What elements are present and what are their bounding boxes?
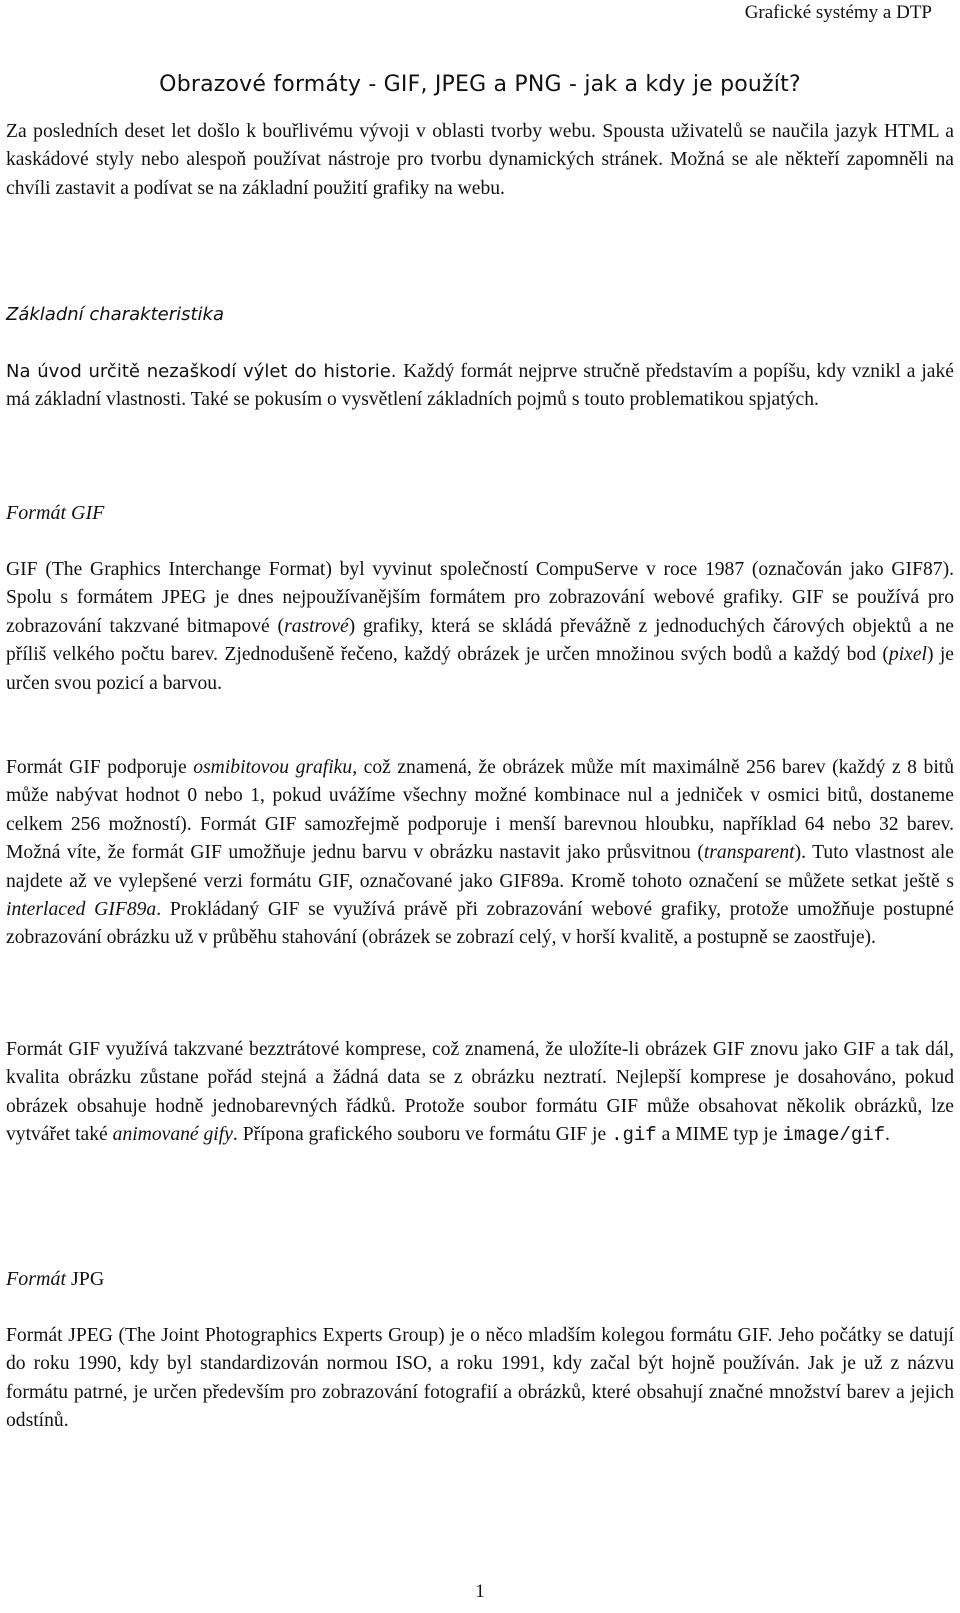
- gif-p2-term-transparent: transparent: [703, 842, 795, 864]
- gif-p3-text-1: Formát GIF využívá takzvané bezztrátové komprese, což znamená, že uložíte-li obrázek GIF znovu jako GIF a tak dál, kvalita obrázku zůstane pořád stejná a žádná data se z obrázku neztratí. Nejlepší komprese je dosahováno, pokud obrázek obsahuje hodně jednobarevných řádků. Protože soubor formátu GIF může obsahovat několik obrázků, lze vytvářet také: [6, 1039, 954, 1146]
- gif-p2-text-3: ). Tuto vlastnost ale najdete až ve vylepšené verzi formátu GIF, označované jako GIF89a. Kromě tohoto označení se můžete setkat ještě s: [6, 842, 954, 892]
- gif-p3-extension: .gif: [611, 1124, 657, 1147]
- jpg-heading-rest: JPG: [66, 1268, 105, 1290]
- gif-p1-text-3: ) je určen svou pozicí a barvou.: [6, 644, 954, 694]
- gif-p1-text-2: ) grafiky, která se skládá převážně z jednoduchých čárových objektů a ne příliš velkého počtu barev. Zjednodušeně řečeno, každý obrázek je určen množinou svých bodů a každý bod (: [6, 615, 954, 666]
- gif-p2-text-4: . Prokládaný GIF se využívá právě při zobrazování webové grafiky, protože umožňuje postupné zobrazování obrázku už v průběhu stahování (obrázek se zobrazí celý, v horší kvalitě, a postupně se zaostřuje).: [6, 899, 954, 949]
- section-heading-basic: Základní charakteristika: [6, 304, 224, 325]
- gif-p1-term-pixel: pixel: [888, 644, 927, 666]
- basic-paragraph: [6, 358, 954, 415]
- gif-p2-term-interlaced: interlaced GIF89a: [6, 899, 157, 921]
- document-title: Obrazové formáty - GIF, JPEG a PNG - jak a kdy je použít?: [159, 72, 801, 97]
- jpg-heading-italic: Formát: [6, 1268, 66, 1290]
- section-heading-gif: Formát GIF: [6, 502, 105, 524]
- gif-p2-text-1: Formát GIF podporuje: [6, 757, 194, 778]
- gif-p2-term-8bit: osmibitovou grafiku: [193, 757, 353, 778]
- section-heading-jpg: [6, 1266, 104, 1292]
- gif-paragraph-2: [6, 754, 954, 953]
- gif-p1-text-1: GIF (The Graphics Interchange Format) byl vyvinut společností CompuServe v roce 1987 (označován jako GIF87). Spolu s formátem JPEG je dnes nejpoužívanějším formátem pro zobrazování webové grafiky. GIF se používá pro zobrazování takzvané bitmapové (: [6, 559, 954, 637]
- gif-p2-text-2: , což znamená, že obrázek může mít maximálně 256 barev (každý z 8 bitů může nabývat hodnot 0 nebo 1, pokud uvážíme všechny možné kombinace nul a jedniček v osmici bitů, dostaneme celkem 256 možností). Formát GIF samozřejmě podporuje i menší barevnou hloubku, například 64 nebo 32 barev. Možná víte, že formát GIF umožňuje jednu barvu v obrázku nastavit jako průsvitnou (: [6, 757, 954, 864]
- basic-paragraph-part-2: Každý formát nejprve stručně představím a popíšu, kdy vznikl a jaké má základní vlastnosti. Také se pokusím o vysvětlení základních pojmů s touto problematikou spjatých.: [6, 361, 954, 411]
- running-header: Grafické systémy a DTP: [744, 2, 932, 23]
- gif-paragraph-1: [6, 556, 954, 698]
- gif-p1-term-raster: rastrové: [284, 615, 349, 637]
- gif-p3-mime-type: image/gif: [782, 1124, 886, 1147]
- gif-p3-term-animated: animované gify: [112, 1124, 233, 1146]
- basic-paragraph-part-1: Na úvod určitě nezaškodí výlet do historie.: [6, 361, 404, 382]
- gif-p3-text-2: . Přípona grafického souboru ve formátu GIF je: [232, 1124, 612, 1146]
- gif-p3-text-3: a MIME typ je: [656, 1124, 783, 1146]
- page-number: 1: [475, 1581, 485, 1602]
- jpg-paragraph-1: Formát JPEG (The Joint Photographics Experts Group) je o něco mladším kolegou formátu GIF. Jeho počátky se datují do roku 1990, kdy byl standardizován normou ISO, a roku 1991, kdy začal být hojně používán. Jak je už z názvu formátu patrné, je určen především pro zobrazování fotografií a obrázků, které obsahují značné množství barev a jejich odstínů.: [6, 1325, 954, 1432]
- intro-paragraph: Za posledních deset let došlo k bouřlivému vývoji v oblasti tvorby webu. Spousta uživatelů se naučila jazyk HTML a kaskádové styly nebo alespoň používat nástroje pro tvorbu dynamických stránek. Možná se ale někteří zapomněli na chvíli zastavit a podívat se na základní použití grafiky na webu.: [6, 121, 954, 199]
- gif-paragraph-3: [6, 1036, 954, 1150]
- gif-p3-text-4: .: [885, 1124, 890, 1146]
